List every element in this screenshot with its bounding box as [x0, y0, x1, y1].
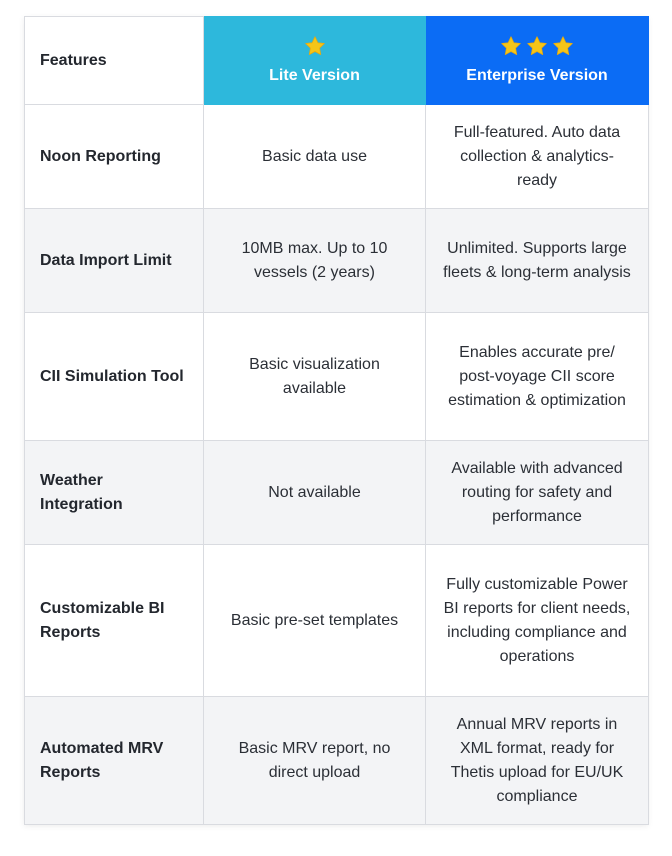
- star-icon: [304, 35, 326, 57]
- enterprise-value: Enables accurate pre/ post-voyage CII score estimation & optimization: [426, 313, 649, 441]
- feature-comparison-table: [24, 16, 649, 825]
- lite-value: Not available: [204, 441, 426, 545]
- features-column-header: Features: [25, 17, 204, 105]
- table-row: [25, 441, 649, 545]
- enterprise-version-column-header: [426, 17, 649, 105]
- lite-value: Basic pre-set templates: [204, 545, 426, 697]
- enterprise-version-label: Enterprise Version: [466, 67, 608, 84]
- feature-name: Automated MRV Reports: [25, 697, 204, 825]
- enterprise-value: Unlimited. Supports large fleets & long-term analysis: [426, 209, 649, 313]
- lite-value: Basic visualization available: [204, 313, 426, 441]
- feature-name: Weather Integration: [25, 441, 204, 545]
- table-row: [25, 105, 649, 209]
- feature-name: Data Import Limit: [25, 209, 204, 313]
- star-icon: [552, 35, 574, 57]
- enterprise-value: Full-featured. Auto data collection & analytics-ready: [426, 105, 649, 209]
- enterprise-value: Available with advanced routing for safety and performance: [426, 441, 649, 545]
- feature-name: Noon Reporting: [25, 105, 204, 209]
- comparison-table-container: [24, 16, 648, 824]
- star-icon: [526, 35, 548, 57]
- lite-value: Basic MRV report, no direct upload: [204, 697, 426, 825]
- lite-version-column-header: [204, 17, 426, 105]
- table-row: [25, 209, 649, 313]
- table-row: [25, 313, 649, 441]
- enterprise-value: Annual MRV reports in XML format, ready for Thetis upload for EU/UK compliance: [426, 697, 649, 825]
- header-row: [25, 17, 649, 105]
- lite-star-rating: [219, 33, 410, 59]
- star-icon: [500, 35, 522, 57]
- lite-version-label: Lite Version: [269, 67, 360, 84]
- table-row: [25, 697, 649, 825]
- enterprise-value: Fully customizable Power BI reports for client needs, including compliance and operations: [426, 545, 649, 697]
- table-row: [25, 545, 649, 697]
- lite-value: Basic data use: [204, 105, 426, 209]
- enterprise-star-rating: [441, 33, 633, 59]
- feature-name: Customizable BI Reports: [25, 545, 204, 697]
- lite-value: 10MB max. Up to 10 vessels (2 years): [204, 209, 426, 313]
- feature-name: CII Simulation Tool: [25, 313, 204, 441]
